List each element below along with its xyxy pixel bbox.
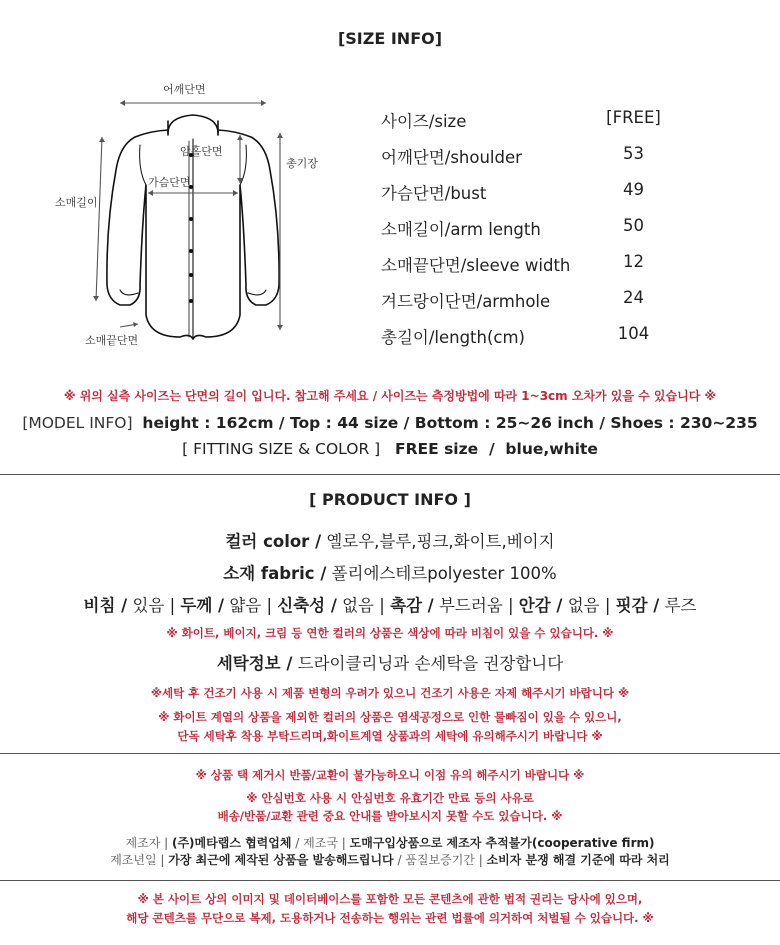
arm-length-label: 소매길이 <box>55 196 98 209</box>
warranty-label: / 품질보증기간 | <box>397 853 483 867</box>
dryer-notice: ※세탁 후 건조기 사용 시 제품 변형의 우려가 있으니 건조기 사용은 자제 해주시기 바랍니다 ※ <box>150 686 630 700</box>
size-row-label: 소매끝단면/sleeve width <box>381 256 571 275</box>
section-divider <box>0 880 780 881</box>
attr-separator: | <box>507 596 514 615</box>
attr-label: 안감 / <box>518 596 563 615</box>
attr-value: 없음 <box>342 596 374 615</box>
attr-label: 신축성 / <box>277 596 337 615</box>
fitting-info: [ FITTING SIZE & COLOR ] FREE size / blue,white <box>182 440 598 458</box>
size-row-label: 사이즈/size <box>381 112 467 131</box>
dye-notice-line1: ※ 화이트 계열의 상품을 제외한 컬러의 상품은 염색공정으로 인한 물빠짐이 있을 수 있으니, <box>158 710 622 724</box>
copyright-notice-line1: ※ 본 사이트 상의 이미지 및 데이터베이스를 포함한 모든 콘텐츠에 관한 법적 권리는 당사에 있으며, <box>137 892 643 906</box>
model-top: Top : 44 size <box>289 414 399 432</box>
fabric-label: 소재 fabric / <box>223 564 327 583</box>
size-row-label: 소매길이/arm length <box>381 220 541 239</box>
sheer-notice: ※ 화이트, 베이지, 크림 등 연한 컬러의 상품은 색상에 따라 비침이 있을 수 있습니다. ※ <box>166 626 614 640</box>
attr-separator: | <box>169 596 176 615</box>
origin-value: 도매구입상품으로 제조자 추적불가(cooperative firm) <box>349 836 655 850</box>
attr-value: 루즈 <box>664 596 697 615</box>
wash-label: 세탁정보 / <box>216 654 293 673</box>
maker-value: (주)메타랩스 협력업체 <box>171 836 292 850</box>
shoulder-label: 어깨단면 <box>163 83 206 96</box>
attr-label: 비침 / <box>83 596 128 615</box>
origin-label: / 제조국 | <box>295 836 346 850</box>
size-row-label: 겨드랑이단면/armhole <box>381 292 551 311</box>
size-row-value: 53 <box>623 144 644 163</box>
model-shoes: Shoes : 230~235 <box>610 414 758 432</box>
size-row-value: 12 <box>623 252 644 271</box>
section-divider <box>0 753 780 754</box>
size-row <box>381 248 681 284</box>
attr-separator: | <box>379 596 385 615</box>
safe-number-notice-line1: ※ 안심번호 사용 시 안심번호 유효기간 만료 등의 사유로 <box>246 791 534 805</box>
attr-separator: | <box>604 596 611 615</box>
warranty-value: 소비자 분쟁 해결 기준에 따라 처리 <box>486 853 670 867</box>
size-row <box>381 284 681 320</box>
manufacture-date-info <box>0 851 780 868</box>
size-row-value: 49 <box>623 180 644 199</box>
size-row <box>381 176 681 212</box>
garment-measurement-diagram <box>40 75 340 365</box>
attr-label: 두께 / <box>180 596 225 615</box>
model-info-label: [MODEL INFO] <box>22 414 133 432</box>
model-height: height : 162cm <box>142 414 274 432</box>
attr-label: 핏감 / <box>615 596 660 615</box>
color-value: 옐로우,블루,핑크,화이트,베이지 <box>326 532 555 551</box>
fitting-label: [ FITTING SIZE & COLOR ] <box>182 440 381 458</box>
size-notice: ※ 위의 실측 사이즈는 단면의 길이 입니다. 참고해 주세요 / 사이즈는 측정방법에 따라 1~3cm 오차가 있을 수 있습니다 ※ <box>63 389 717 403</box>
tag-removal-notice: ※ 상품 택 제거시 반품/교환이 불가능하오니 이점 유의 해주시기 바랍니다 ※ <box>195 768 585 782</box>
size-row-value: 104 <box>617 324 650 343</box>
wash-value: 드라이클리닝과 손세탁을 권장합니다 <box>297 654 564 673</box>
model-info: [MODEL INFO] height : 162cm / Top : 44 size / Bottom : 25~26 inch / Shoes : 230~235 <box>22 414 758 432</box>
fitting-size: FREE size <box>394 440 479 458</box>
date-label: 제조년일 | <box>110 853 165 867</box>
attr-value: 있음 <box>132 596 165 615</box>
color-label: 컬러 color / <box>225 532 322 551</box>
size-row-label: 총길이/length(cm) <box>381 328 525 347</box>
wash-info <box>0 650 780 674</box>
fabric-value: 폴리에스테르polyester 100% <box>331 564 557 583</box>
size-row-value: [FREE] <box>606 108 661 127</box>
bust-label: 가슴단면 <box>148 176 191 189</box>
product-info-title: [ PRODUCT INFO ] <box>309 490 471 509</box>
date-value: 가장 최근에 제작된 상품을 발송해드립니다 <box>168 853 394 867</box>
product-fabric <box>0 560 780 584</box>
section-divider <box>0 474 780 475</box>
size-row-label: 어깨단면/shoulder <box>381 148 522 167</box>
size-row-value: 24 <box>623 288 644 307</box>
attr-separator: | <box>266 596 273 615</box>
product-color <box>0 528 780 552</box>
attr-value: 부드러움 <box>438 596 503 615</box>
size-row <box>381 104 681 140</box>
model-bottom: Bottom : 25~26 inch <box>414 414 594 432</box>
maker-label: 제조자 | <box>125 836 169 850</box>
product-attributes <box>0 592 780 616</box>
sleeve-width-label: 소매끝단면 <box>85 334 139 347</box>
attr-value: 얇음 <box>229 596 262 615</box>
safe-number-notice-line2: 배송/반품/교환 관련 중요 안내를 받아보시지 못할 수도 있습니다. ※ <box>217 809 563 823</box>
size-row-value: 50 <box>623 216 644 235</box>
size-table <box>381 104 681 356</box>
copyright-notice-line2: 해당 콘텐츠를 무단으로 복제, 도용하거나 전송하는 행위는 관련 법률에 의거하여 처벌될 수 있습니다. ※ <box>126 911 654 925</box>
size-row <box>381 140 681 176</box>
size-info-title: [SIZE INFO] <box>337 29 443 48</box>
dye-notice-line2: 단독 세탁후 착용 부탁드리며,화이트계열 상품과의 세탁에 유의해주시기 바랍니다 ※ <box>177 729 603 743</box>
length-label: 총기장 <box>286 157 318 170</box>
fitting-color: blue,white <box>505 440 598 458</box>
armhole-label: 암홀단면 <box>180 145 223 158</box>
attr-value: 없음 <box>567 596 600 615</box>
attr-label: 촉감 / <box>390 596 434 615</box>
size-row <box>381 212 681 248</box>
size-row <box>381 320 681 356</box>
size-row-label: 가슴단면/bust <box>381 184 487 203</box>
manufacturer-info <box>0 834 780 851</box>
arm-length-measure-line <box>96 137 102 301</box>
